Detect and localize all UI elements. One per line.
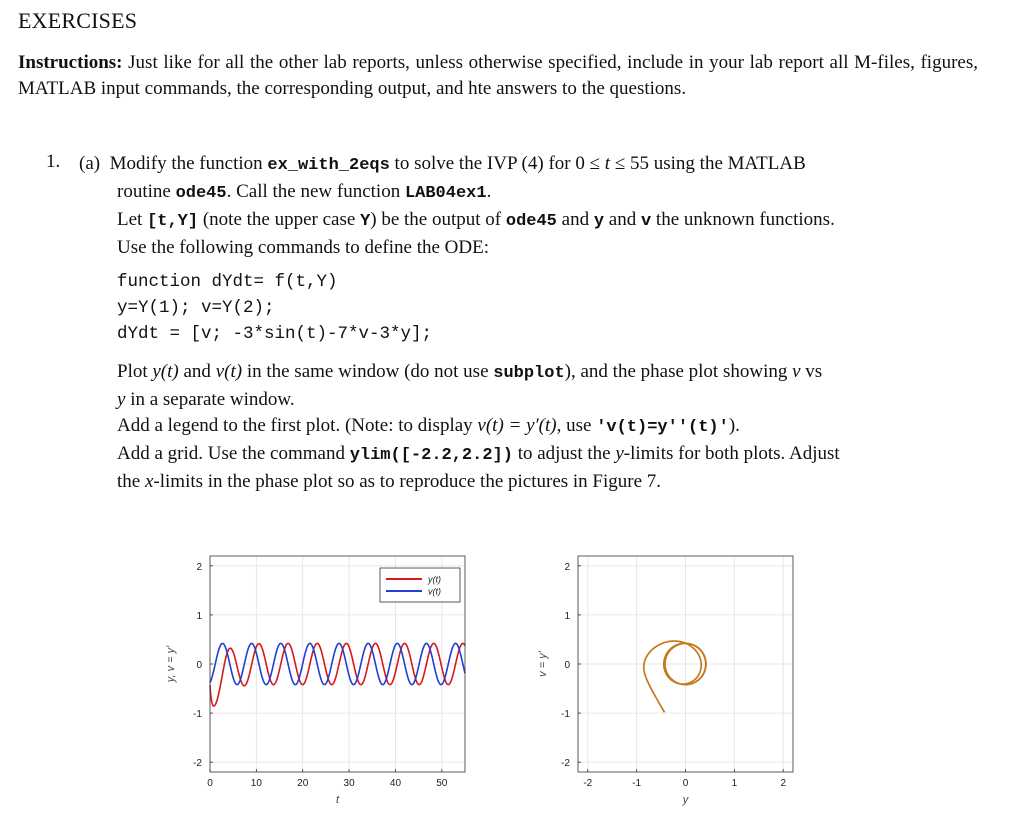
code-line: dYdt = [v; -3*sin(t)-7*v-3*y]; xyxy=(117,324,433,344)
instructions-label: Instructions: xyxy=(18,52,123,73)
instructions-paragraph xyxy=(18,50,978,102)
section-heading: EXERCISES xyxy=(18,8,138,33)
plot-line-1 xyxy=(117,359,979,387)
tick-label-y: 0 xyxy=(196,660,202,671)
plot-line-2 xyxy=(117,387,979,413)
exercise-line-4: Use the following commands to define the ODE: xyxy=(117,237,490,258)
math-y-limits: y xyxy=(615,443,624,464)
code-fn-name: ex_with_2eqs xyxy=(267,156,390,175)
code-legend-string: 'v(t)=y''(t)' xyxy=(596,418,729,437)
code-new-fn: LAB04ex1 xyxy=(404,184,487,203)
text-span: routine xyxy=(117,181,176,202)
text-span: ), and the phase plot showing xyxy=(564,361,793,382)
math-var: t xyxy=(604,153,611,174)
tick-label-x: 50 xyxy=(436,778,448,789)
tick-label-x: 40 xyxy=(389,778,402,789)
text-span: and xyxy=(604,209,641,230)
text-span: Modify the function xyxy=(109,153,268,174)
text-span: the xyxy=(117,471,145,492)
tick-label-x: 0 xyxy=(207,778,213,789)
code-line: y=Y(1); v=Y(2); xyxy=(117,298,275,318)
text-span: (note the upper case xyxy=(198,209,361,230)
math-vt: v(t) xyxy=(215,361,243,382)
y-axis-label: v = y′ xyxy=(537,651,549,677)
text-span: and xyxy=(178,361,216,382)
exercise-line-1 xyxy=(79,151,979,179)
text-span: in a separate window. xyxy=(125,389,295,410)
code-tY: [t,Y] xyxy=(147,212,199,231)
plot-line-5 xyxy=(117,469,979,495)
text-span: . xyxy=(486,181,492,202)
exercise-number: 1. xyxy=(46,151,61,172)
legend-label: y(t) xyxy=(428,574,441,585)
text-span: Let xyxy=(117,209,148,230)
tick-label-x: 0 xyxy=(682,778,689,789)
part-label: (a) xyxy=(79,153,101,174)
math-x-limits: x xyxy=(144,471,154,492)
text-span: vs xyxy=(800,361,823,382)
tick-label-y: 1 xyxy=(196,610,202,622)
code-ode45: ode45 xyxy=(505,212,557,231)
text-span: ≤ 55 using the MATLAB xyxy=(610,153,806,174)
text-span: and xyxy=(556,209,594,230)
x-axis-label: t xyxy=(335,794,340,806)
text-span: Add a legend to the first plot. (Note: to display xyxy=(117,415,478,436)
tick-label-y: 0 xyxy=(564,660,570,671)
tick-label-y: -2 xyxy=(193,758,202,770)
plot-line-3 xyxy=(117,413,979,441)
code-block xyxy=(117,269,432,347)
legend-label: v(t) xyxy=(428,586,441,597)
text-span: to adjust the xyxy=(512,443,616,464)
exercise-part-a xyxy=(79,151,979,261)
code-routine: ode45 xyxy=(175,184,227,203)
chart-grid xyxy=(578,556,793,772)
tick-label-x: -1 xyxy=(632,778,642,789)
text-span: to solve the IVP (4) for 0 ≤ xyxy=(389,153,605,174)
math-y: y xyxy=(117,389,126,410)
tick-label-y: -1 xyxy=(193,709,202,721)
text-span: Add a grid. Use the command xyxy=(117,443,350,464)
text-span: the unknown functions. xyxy=(651,209,835,230)
tick-label-x: -2 xyxy=(583,778,593,789)
math-yt: y(t) xyxy=(152,361,179,382)
text-span: -limits in the phase plot so as to reproduce the pictures in Figure 7. xyxy=(153,471,662,492)
text-span: ). xyxy=(728,415,740,436)
text-span: . Call the new function xyxy=(226,181,405,202)
code-Y: Y xyxy=(360,212,371,231)
text-span: , use xyxy=(556,415,597,436)
math-vt-eq: v(t) = y′(t) xyxy=(477,415,557,436)
code-y: y xyxy=(593,212,605,231)
x-axis-label: y xyxy=(682,794,689,806)
code-ylim: ylim([-2.2,2.2]) xyxy=(349,446,513,465)
exercise-line-3 xyxy=(79,207,979,235)
code-subplot: subplot xyxy=(493,364,565,383)
text-span: -limits for both plots. Adjust xyxy=(623,443,840,464)
plot-line-4 xyxy=(117,441,979,469)
text-span: Plot xyxy=(117,361,153,382)
exercise-line-2 xyxy=(79,179,979,207)
y-axis-label: y, v = y′ xyxy=(165,645,177,683)
math-v: v xyxy=(792,361,801,382)
tick-label-x: 20 xyxy=(297,778,309,789)
tick-label-y: -1 xyxy=(561,709,570,721)
time-series-chart xyxy=(150,540,480,810)
tick-label-y: 1 xyxy=(564,610,570,622)
tick-label-y: -2 xyxy=(561,758,570,770)
tick-label-x: 1 xyxy=(731,778,738,789)
phase-plot-chart xyxy=(530,540,800,810)
legend-box xyxy=(380,568,460,602)
plot-instructions xyxy=(117,359,979,495)
code-line: function dYdt= f(t,Y) xyxy=(117,272,338,292)
tick-label-y: 2 xyxy=(196,561,202,573)
text-span: ) be the output of xyxy=(370,209,506,230)
instructions-text: Just like for all the other lab reports, unless otherwise specified, include in your lab report all M-files, figures, MATLAB input commands, the corresponding output, and hte answers to the questions. xyxy=(18,52,978,99)
code-v: v xyxy=(640,212,652,231)
tick-label-y: 2 xyxy=(564,561,570,573)
chart-legend xyxy=(380,568,460,602)
tick-label-x: 10 xyxy=(250,778,262,789)
text-span: in the same window (do not use xyxy=(242,361,494,382)
tick-label-x: 30 xyxy=(343,778,355,789)
tick-label-x: 2 xyxy=(780,778,787,789)
